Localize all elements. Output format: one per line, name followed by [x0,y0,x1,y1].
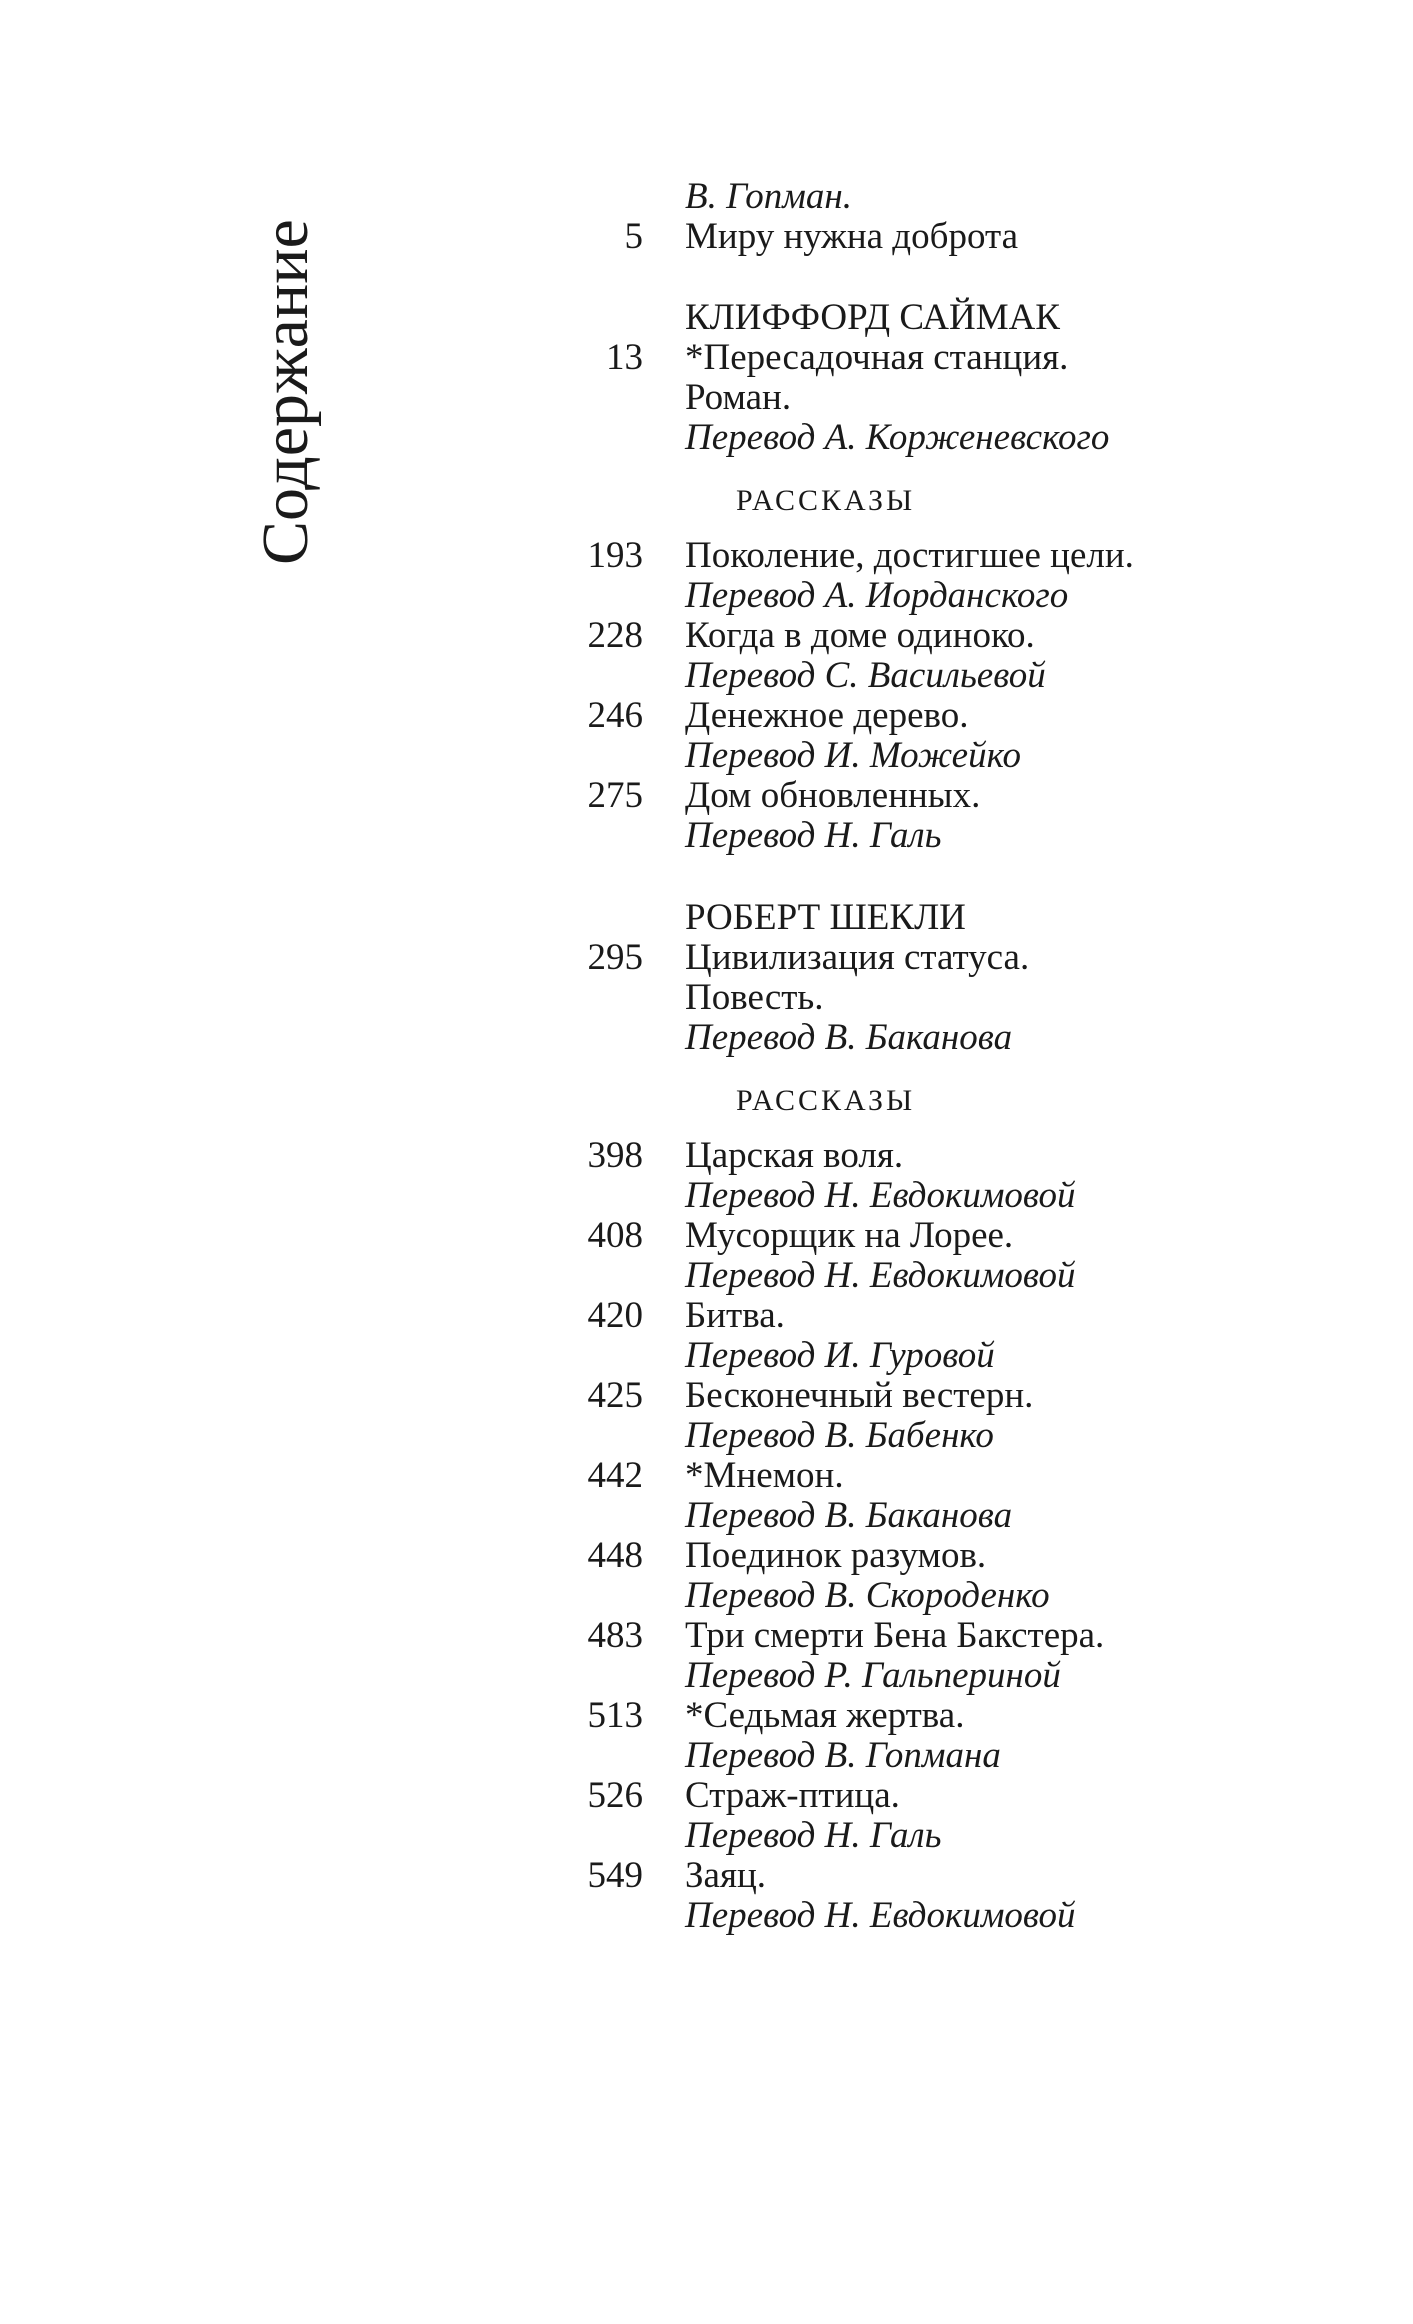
toc-title: Денежное дерево. [685,695,969,736]
toc-credit: Перевод И. Можейко [685,735,1021,776]
toc-entry [0,1080,1413,1121]
toc-credit: Перевод Р. Гальпериной [685,1655,1061,1696]
toc-entry [0,1695,1413,1736]
toc-entry [0,615,1413,656]
toc-entry [0,1535,1413,1576]
toc-title: Мусорщик на Лорее. [685,1215,1014,1256]
toc-title: Три смерти Бена Бакстера. [685,1615,1105,1656]
toc-page-number: 228 [587,615,643,656]
toc-section-heading: РАССКАЗЫ [736,484,916,517]
toc-entry [0,1615,1413,1656]
toc-entry [0,1455,1413,1496]
toc-credit: Перевод А. Корженевского [685,417,1110,458]
toc-credit: Перевод Н. Галь [685,1815,942,1856]
toc-credit: Перевод И. Гуровой [685,1335,995,1376]
toc-title: Поколение, достигшее цели. [685,535,1134,576]
toc-title: Битва. [685,1295,785,1336]
toc-title: Миру нужна доброта [685,216,1019,257]
toc-entry [0,337,1413,378]
toc-entry [0,1255,1413,1296]
toc-credit: Перевод В. Баканова [685,1017,1013,1058]
toc-entry [0,1295,1413,1336]
toc-page-number: 420 [587,1295,643,1336]
toc-credit: Перевод Н. Евдокимовой [685,1175,1076,1216]
toc-entry [0,1135,1413,1176]
toc-entry [0,535,1413,576]
toc-page-number: 275 [587,775,643,816]
toc-entry [0,1855,1413,1896]
toc-entry [0,1575,1413,1616]
toc-entry [0,297,1413,338]
toc-page-number: 398 [587,1135,643,1176]
toc-page-number: 408 [587,1215,643,1256]
toc-title: Цивилизация статуса. [685,937,1030,978]
toc-entry [0,1415,1413,1456]
toc-page-number: 483 [587,1615,643,1656]
toc-credit: Перевод С. Васильевой [685,655,1046,696]
toc-entry [0,377,1413,418]
toc-entry [0,815,1413,856]
toc-page-number: 193 [587,535,643,576]
toc-title: *Мнемон. [685,1455,844,1496]
toc-entry [0,1815,1413,1856]
toc-entry [0,176,1413,217]
toc-credit: Перевод В. Бабенко [685,1415,994,1456]
toc-title: Поединок разумов. [685,1535,987,1576]
toc-entry [0,575,1413,616]
toc-credit: Перевод Н. Галь [685,815,942,856]
toc-entry [0,1895,1413,1936]
toc-entry [0,1655,1413,1696]
toc-entry [0,695,1413,736]
toc-page-number: 442 [587,1455,643,1496]
toc-title: *Пересадочная станция. [685,337,1069,378]
toc-entry [0,1495,1413,1536]
toc-entry [0,1175,1413,1216]
toc-page-number: 513 [587,1695,643,1736]
toc-credit: Перевод Н. Евдокимовой [685,1895,1076,1936]
toc-title: *Седьмая жертва. [685,1695,965,1736]
toc-title: Царская воля. [685,1135,904,1176]
toc-entry [0,1215,1413,1256]
toc-page-number: 246 [587,695,643,736]
toc-page-number: 295 [587,937,643,978]
toc-credit: Перевод В. Баканова [685,1495,1013,1536]
toc-credit: Перевод В. Гопмана [685,1735,1001,1776]
toc-page-number: 425 [587,1375,643,1416]
toc-author-heading: КЛИФФОРД САЙМАК [685,297,1060,338]
toc-credit: В. Гопман. [685,176,852,217]
toc-entry [0,1735,1413,1776]
toc-entry [0,1375,1413,1416]
toc-entry [0,897,1413,938]
toc-title: Дом обновленных. [685,775,981,816]
toc-credit: Перевод А. Иорданского [685,575,1069,616]
toc-title: Заяц. [685,1855,767,1896]
toc-credit: Перевод В. Скороденко [685,1575,1050,1616]
toc-page-number: 448 [587,1535,643,1576]
toc-entry [0,977,1413,1018]
toc-entry [0,480,1413,521]
toc-title: Роман. [685,377,792,418]
toc-title: Повесть. [685,977,824,1018]
toc-entry [0,1775,1413,1816]
toc-entry [0,655,1413,696]
toc-page-number: 526 [587,1775,643,1816]
toc-entry [0,417,1413,458]
toc-page-number: 549 [587,1855,643,1896]
toc-section-heading: РАССКАЗЫ [736,1084,916,1117]
toc-page-number: 5 [624,216,643,257]
toc-title: Бесконечный вестерн. [685,1375,1034,1416]
toc-page-number: 13 [606,337,643,378]
toc-entry [0,937,1413,978]
toc-entry [0,216,1413,257]
toc-title: Когда в доме одиноко. [685,615,1035,656]
page-title: Содержание [249,219,322,565]
toc-author-heading: РОБЕРТ ШЕКЛИ [685,897,966,938]
toc-title: Страж-птица. [685,1775,900,1816]
toc-entry [0,735,1413,776]
toc-entry [0,775,1413,816]
toc-credit: Перевод Н. Евдокимовой [685,1255,1076,1296]
toc-entry [0,1335,1413,1376]
toc-entry [0,1017,1413,1058]
